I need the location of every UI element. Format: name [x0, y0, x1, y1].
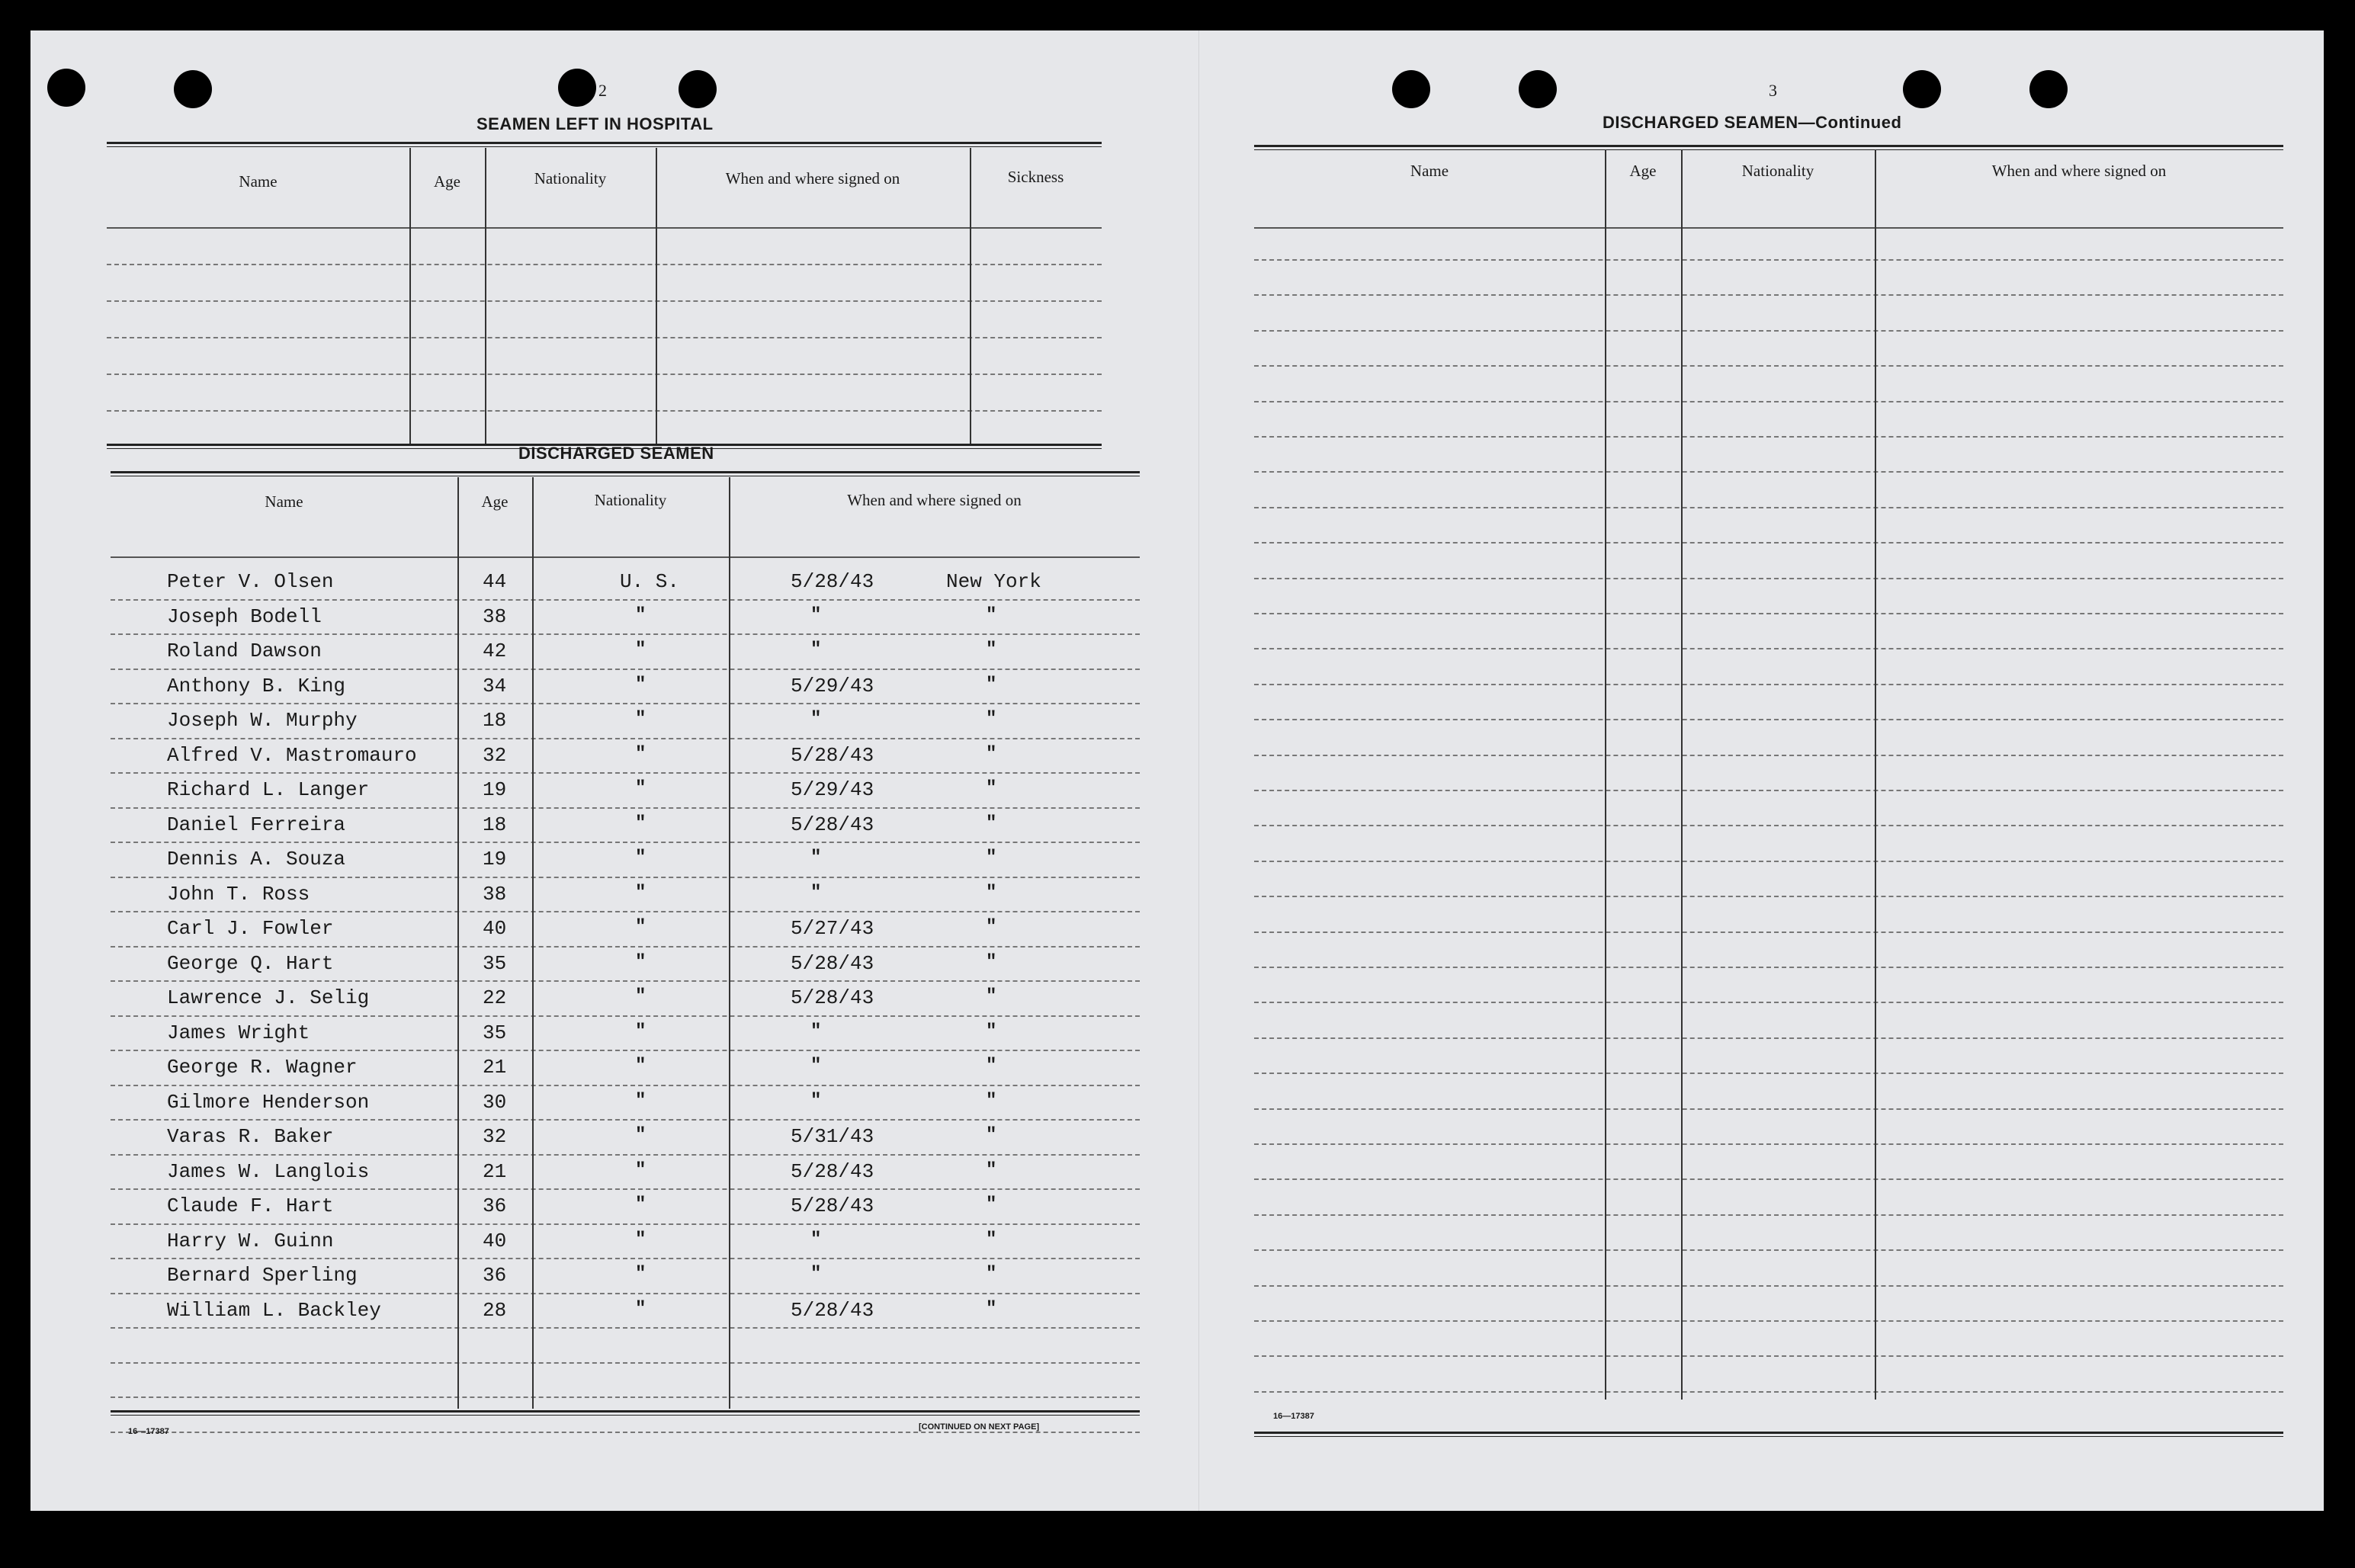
row-rule [1254, 1037, 2283, 1039]
cell-name: James Wright [167, 1021, 310, 1044]
column-header: Name [265, 492, 303, 511]
row-rule [111, 1119, 1140, 1121]
cell-age: 38 [483, 604, 507, 628]
continued-title [1603, 113, 1901, 133]
cell-name: Bernard Sperling [167, 1264, 358, 1287]
cell-place: " [986, 1194, 997, 1215]
cell-date: 5/28/43 [791, 570, 874, 593]
discharged-table [111, 471, 1140, 1416]
cell-place: " [986, 1056, 997, 1076]
cell-date: " [810, 1229, 822, 1250]
cell-place: " [986, 813, 997, 834]
cell-date: " [810, 709, 822, 729]
cell-place: " [986, 743, 997, 765]
row-rule [1254, 365, 2283, 367]
cell-age: 32 [483, 743, 507, 767]
form-number: 16—17387 [1273, 1412, 1314, 1421]
punch-hole [174, 70, 212, 108]
column-header: Name [1410, 162, 1449, 180]
cell-place: " [986, 1090, 997, 1111]
row-rule [1254, 967, 2283, 968]
row-rule [1254, 755, 2283, 756]
cell-age: 36 [483, 1264, 507, 1287]
row-rule [111, 1154, 1140, 1156]
cell-nationality: " [635, 640, 647, 660]
cell-place: " [986, 1021, 997, 1042]
cell-age: 22 [483, 986, 507, 1009]
cell-age: 18 [483, 813, 507, 836]
cell-age: 21 [483, 1159, 507, 1183]
column-header: Age [434, 172, 460, 191]
cell-date: " [810, 882, 822, 903]
row-rule [111, 738, 1140, 739]
row-rule [1254, 790, 2283, 791]
row-rule [1254, 613, 2283, 614]
cell-date: 5/27/43 [791, 917, 874, 940]
cell-age: 34 [483, 674, 507, 697]
row-rule [1254, 259, 2283, 261]
row-rule [1254, 1002, 2283, 1003]
column-header: Age [1629, 162, 1657, 180]
cell-nationality: " [635, 951, 647, 973]
form-number: 16—17387 [128, 1427, 169, 1436]
cell-nationality: " [635, 674, 647, 695]
cell-name: Anthony B. King [167, 674, 346, 697]
row-rule [111, 911, 1140, 912]
cell-age: 19 [483, 848, 507, 871]
row-rule [1254, 825, 2283, 826]
cell-place: " [986, 1159, 997, 1181]
hospital-table [107, 142, 1102, 447]
cell-name: Alfred V. Mastromauro [167, 743, 417, 767]
cell-age: 21 [483, 1056, 507, 1079]
row-rule [1254, 507, 2283, 508]
document-sheet [30, 30, 2324, 1511]
cell-age: 35 [483, 951, 507, 975]
cell-age: 40 [483, 1229, 507, 1252]
cell-nationality: " [635, 1056, 647, 1076]
cell-place: " [986, 640, 997, 660]
row-rule [1254, 542, 2283, 544]
row-rule [111, 1050, 1140, 1051]
cell-date: " [810, 1056, 822, 1076]
discharged-title: DISCHARGED SEAMEN [518, 444, 714, 463]
column-header: Age [481, 492, 509, 511]
cell-date: 5/28/43 [791, 1194, 874, 1217]
row-rule [1254, 684, 2283, 685]
cell-date: " [810, 1021, 822, 1042]
cell-name: George Q. Hart [167, 951, 334, 975]
row-rule [1254, 1320, 2283, 1322]
row-rule [111, 1362, 1140, 1364]
cell-age: 42 [483, 640, 507, 662]
cell-name: Daniel Ferreira [167, 813, 346, 836]
row-rule [1254, 436, 2283, 438]
cell-place: " [986, 709, 997, 729]
row-rule [1254, 1285, 2283, 1287]
row-rule [111, 1293, 1140, 1294]
cell-place: " [986, 848, 997, 868]
page-number: 2 [598, 81, 607, 100]
cell-date: 5/28/43 [791, 1298, 874, 1322]
column-header: Nationality [534, 169, 607, 188]
cell-name: Dennis A. Souza [167, 848, 346, 871]
cell-name: Joseph W. Murphy [167, 709, 358, 732]
cell-place: " [986, 778, 997, 799]
cell-date: 5/28/43 [791, 986, 874, 1009]
continued-title-suffix: —Continued [1798, 113, 1902, 132]
cell-nationality: " [635, 1125, 647, 1146]
row-rule [111, 1258, 1140, 1259]
cell-date: " [810, 604, 822, 626]
row-rule [1254, 330, 2283, 332]
cell-nationality: " [635, 917, 647, 938]
row-rule [111, 599, 1140, 601]
cell-name: Varas R. Baker [167, 1125, 334, 1148]
row-rule [111, 1396, 1140, 1398]
cell-name: Lawrence J. Selig [167, 986, 370, 1009]
cell-name: Richard L. Langer [167, 778, 370, 801]
punch-hole [679, 70, 717, 108]
continued-table [1254, 145, 2283, 1433]
column-header: When and where signed on [1991, 162, 2167, 180]
cell-date: 5/28/43 [791, 951, 874, 975]
cell-age: 28 [483, 1298, 507, 1322]
cell-date: 5/31/43 [791, 1125, 874, 1148]
row-rule [1254, 401, 2283, 402]
page-fold [1198, 30, 1199, 1511]
cell-age: 19 [483, 778, 507, 801]
row-rule [1254, 648, 2283, 649]
cell-name: Carl J. Fowler [167, 917, 334, 940]
cell-age: 18 [483, 709, 507, 732]
row-rule [1254, 1108, 2283, 1110]
cell-nationality: " [635, 1090, 647, 1111]
row-rule [111, 703, 1140, 704]
cell-name: Gilmore Henderson [167, 1090, 370, 1114]
row-rule [1254, 1214, 2283, 1216]
continued-note: [CONTINUED ON NEXT PAGE] [919, 1422, 1040, 1432]
row-rule [111, 1223, 1140, 1225]
cell-nationality: " [635, 882, 647, 903]
cell-nationality: " [635, 1194, 647, 1215]
cell-age: 35 [483, 1021, 507, 1044]
cell-nationality: " [635, 986, 647, 1007]
cell-nationality: " [635, 1298, 647, 1319]
row-rule [111, 1327, 1140, 1329]
cell-date: " [810, 640, 822, 660]
row-rule [111, 877, 1140, 878]
row-rule [1254, 1391, 2283, 1393]
cell-nationality: " [635, 1159, 647, 1181]
row-rule [111, 772, 1140, 774]
row-rule [111, 980, 1140, 982]
row-rule [1254, 471, 2283, 473]
cell-place: " [986, 1125, 997, 1146]
cell-age: 38 [483, 882, 507, 906]
cell-nationality: " [635, 604, 647, 626]
column-header: Nationality [1741, 162, 1814, 180]
punch-hole [1519, 70, 1557, 108]
cell-place: New York [946, 570, 1041, 593]
row-rule [1254, 896, 2283, 897]
cell-age: 32 [483, 1125, 507, 1148]
punch-hole [1903, 70, 1941, 108]
row-rule [111, 1085, 1140, 1086]
cell-place: " [986, 1298, 997, 1319]
cell-name: Claude F. Hart [167, 1194, 334, 1217]
column-header: Name [239, 172, 278, 191]
cell-nationality: " [635, 813, 647, 834]
cell-date: " [810, 848, 822, 868]
row-rule [1254, 1143, 2283, 1145]
cell-age: 40 [483, 917, 507, 940]
cell-age: 44 [483, 570, 507, 593]
row-rule [111, 1188, 1140, 1190]
hospital-title: SEAMEN LEFT IN HOSPITAL [476, 114, 714, 133]
cell-place: " [986, 604, 997, 626]
cell-name: John T. Ross [167, 882, 310, 906]
cell-place: " [986, 674, 997, 695]
continued-title-main: DISCHARGED SEAMEN [1603, 113, 1798, 132]
row-rule [111, 946, 1140, 948]
cell-nationality: " [635, 1264, 647, 1284]
cell-place: " [986, 917, 997, 938]
row-rule [1254, 861, 2283, 862]
cell-date: 5/28/43 [791, 813, 874, 836]
column-header: Nationality [594, 491, 667, 509]
row-rule [1254, 719, 2283, 720]
cell-place: " [986, 951, 997, 973]
cell-name: William L. Backley [167, 1298, 381, 1322]
row-rule [1254, 1355, 2283, 1357]
row-rule [1254, 1249, 2283, 1251]
page-number: 3 [1769, 81, 1777, 100]
cell-name: George R. Wagner [167, 1056, 358, 1079]
punch-hole [2029, 70, 2068, 108]
cell-date: 5/28/43 [791, 1159, 874, 1183]
cell-nationality: " [635, 778, 647, 799]
cell-date: 5/28/43 [791, 743, 874, 767]
cell-age: 30 [483, 1090, 507, 1114]
row-rule [111, 669, 1140, 670]
cell-nationality: " [635, 709, 647, 729]
row-rule [1254, 932, 2283, 933]
column-header: When and where signed on [725, 169, 900, 188]
cell-name: Joseph Bodell [167, 604, 322, 628]
column-header: Sickness [1007, 168, 1064, 186]
punch-hole [47, 69, 85, 107]
row-rule [1254, 578, 2283, 579]
cell-name: James W. Langlois [167, 1159, 370, 1183]
cell-name: Roland Dawson [167, 640, 322, 662]
punch-hole [558, 69, 596, 107]
column-header: When and where signed on [847, 491, 1022, 509]
cell-date: " [810, 1090, 822, 1111]
row-rule [111, 1015, 1140, 1017]
cell-date: 5/29/43 [791, 778, 874, 801]
cell-place: " [986, 986, 997, 1007]
cell-name: Harry W. Guinn [167, 1229, 334, 1252]
cell-name: Peter V. Olsen [167, 570, 334, 593]
cell-nationality: " [635, 743, 647, 765]
cell-place: " [986, 882, 997, 903]
cell-place: " [986, 1229, 997, 1250]
cell-age: 36 [483, 1194, 507, 1217]
cell-place: " [986, 1264, 997, 1284]
row-rule [111, 807, 1140, 809]
cell-nationality: U. S. [620, 570, 680, 593]
row-rule [1254, 1178, 2283, 1180]
cell-nationality: " [635, 1229, 647, 1250]
row-rule [111, 633, 1140, 635]
cell-nationality: " [635, 1021, 647, 1042]
row-rule [1254, 1073, 2283, 1074]
cell-date: " [810, 1264, 822, 1284]
punch-hole [1392, 70, 1430, 108]
cell-nationality: " [635, 848, 647, 868]
row-rule [111, 842, 1140, 843]
cell-date: 5/29/43 [791, 674, 874, 697]
row-rule [1254, 294, 2283, 296]
